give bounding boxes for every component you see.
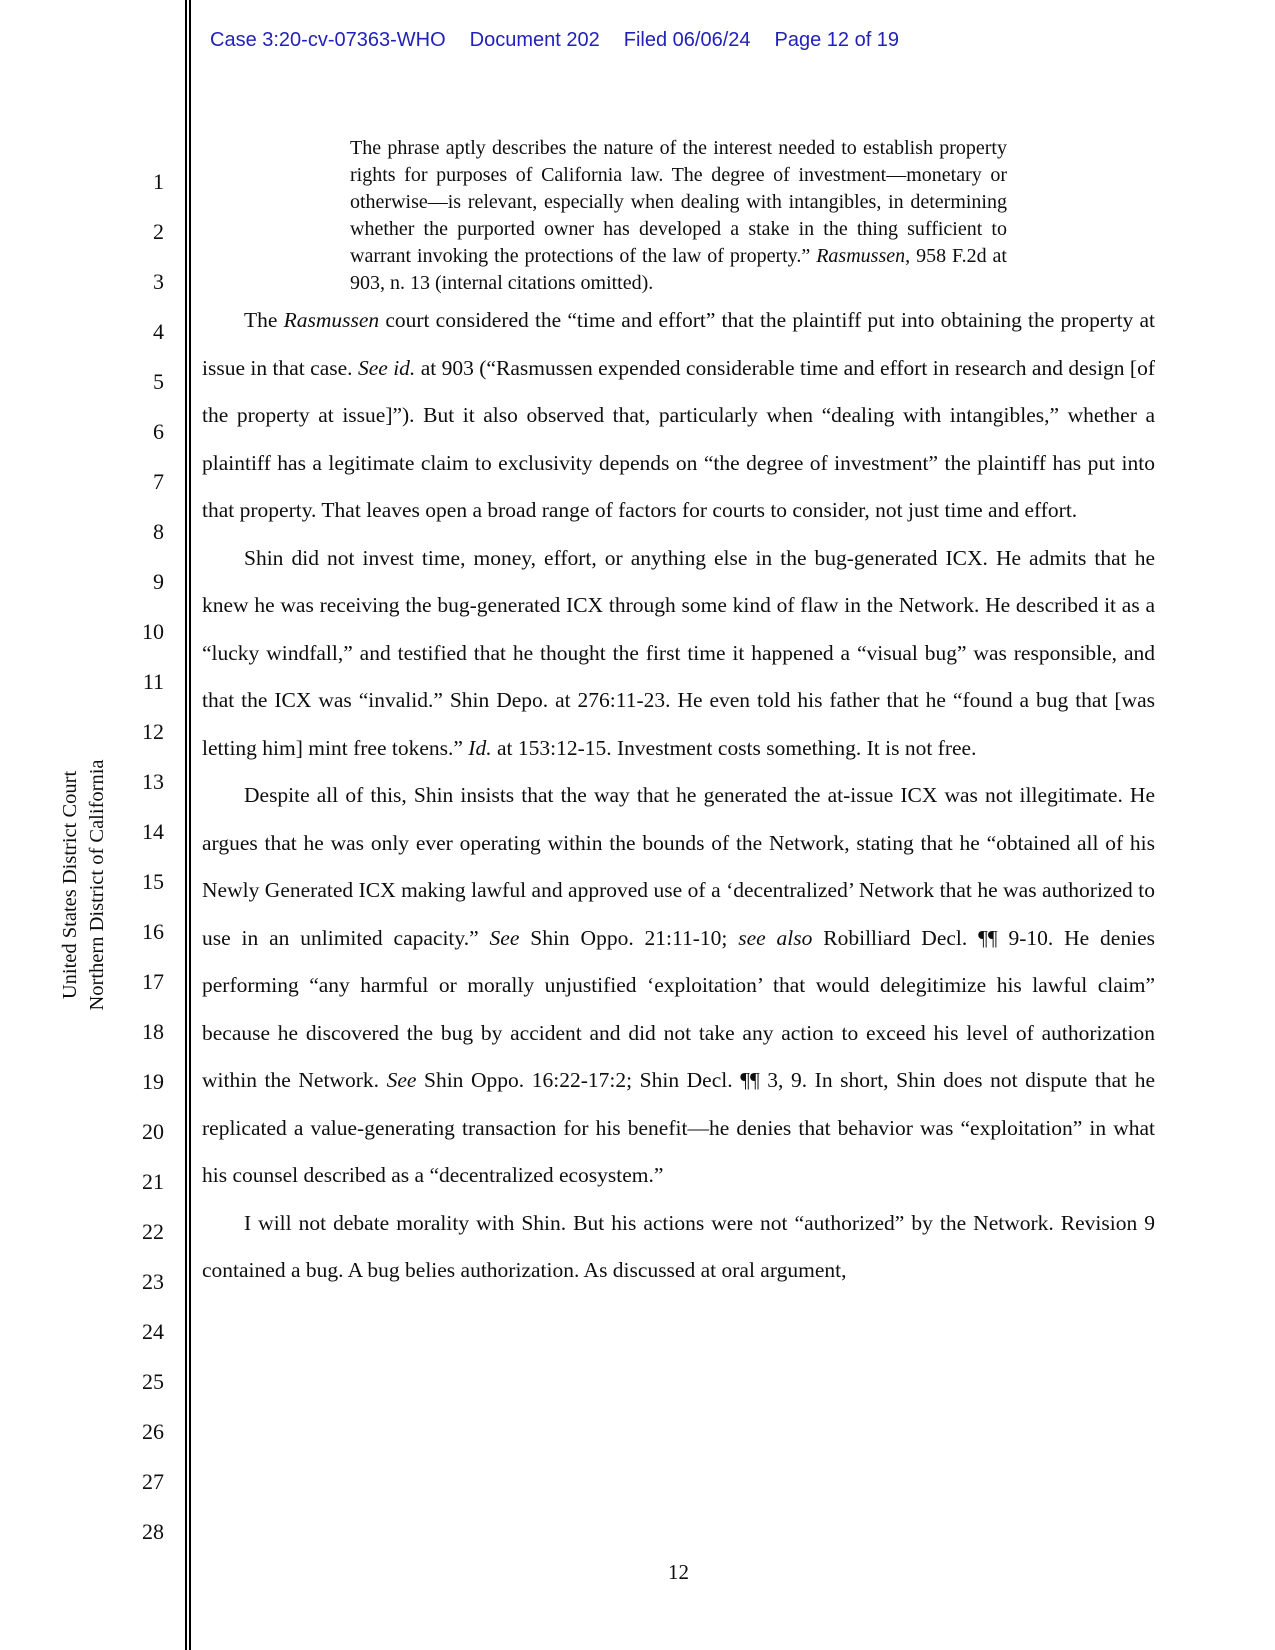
line-number: 14 — [142, 819, 164, 844]
line-number: 25 — [142, 1369, 164, 1394]
text-run: The — [244, 308, 284, 332]
line-number: 6 — [153, 419, 164, 444]
document-body — [202, 135, 1155, 1295]
line-number: 7 — [153, 469, 164, 494]
text-run: Despite all of this, Shin insists that the way that he generated the at-issue ICX was not illegitimate. He argues that he was only ever operating within the bounds of the Network, stating that he “obtained all of his Newly Generated ICX making lawful and approved use of a ‘decentralized’ Network that he was authorized to use in an unlimited capacity.” — [202, 783, 1155, 950]
line-number: 26 — [142, 1419, 164, 1444]
case-number: Case 3:20-cv-07363-WHO — [210, 29, 446, 51]
italic-text-run: Rasmussen — [816, 245, 906, 267]
italic-text-run: See — [489, 925, 520, 950]
line-number: 1 — [153, 169, 164, 194]
paragraph-rasmussen-court — [202, 297, 1155, 535]
line-number: 3 — [153, 269, 164, 294]
text-run: Shin did not invest time, money, effort, or anything else in the bug-generated ICX. He admits that he knew he was receiving the bug-generated ICX through some kind of flaw in the Network. He described it as a “lucky windfall,” and testified that he thought the first time it happened a “visual bug” was responsible, and that the ICX was “invalid.” Shin Depo. at 276:11-23. He even told his father that he “found a bug that [was letting him] mint free tokens.” — [202, 545, 1155, 760]
text-run: , 958 F.2d at 903, n. 13 (internal citations omitted). — [350, 245, 1007, 294]
italic-text-run: See — [386, 1068, 417, 1092]
line-number: 4 — [153, 319, 164, 344]
line-number: 15 — [142, 869, 164, 894]
page-number: 12 — [668, 1560, 689, 1584]
line-number: 22 — [142, 1219, 164, 1244]
line-number: 19 — [142, 1069, 164, 1094]
text-run: I will not debate morality with Shin. But his actions were not “authorized” by the Network. Revision 9 contained a bug. A bug belies authorization. As discussed at oral argument, — [202, 1210, 1155, 1282]
line-number: 10 — [142, 619, 164, 644]
text-run: court considered the “time and effort” that the plaintiff put into obtaining the property at issue in that case. — [202, 308, 1155, 380]
text-run: Shin Oppo. 21:11-10; — [519, 925, 739, 950]
text-run: Shin Oppo. 16:22-17:2; Shin Decl. ¶¶ 3, 9. In short, Shin does not dispute that he replicated a value-generating transaction for his benefit—he denies that behavior was “exploitation” in what his counsel described as a “decentralized ecosystem.” — [202, 1068, 1155, 1187]
paragraph-shin-insists — [202, 772, 1155, 1200]
italic-text-run: See id. — [357, 355, 416, 380]
line-number: 16 — [142, 919, 164, 944]
line-number: 11 — [142, 669, 164, 694]
line-number: 28 — [142, 1519, 164, 1544]
line-number: 23 — [142, 1269, 164, 1294]
line-number: 2 — [153, 219, 164, 244]
ecf-stamp-header — [210, 28, 1230, 52]
line-number: 21 — [142, 1169, 164, 1194]
court-name-line2: Northern District of California — [86, 759, 108, 1011]
line-number: 24 — [142, 1319, 164, 1344]
text-run: at 903 (“Rasmussen expended considerable time and effort in research and design [of the property at issue]”). But it also observed that, particularly when “dealing with intangibles,” whether a plaintiff has a legitimate claim to exclusivity depends on “the degree of investment” the plaintiff has put into that property. That leaves open a broad range of factors for courts to consider, not just time and effort. — [202, 355, 1155, 522]
line-number: 8 — [153, 519, 164, 544]
text-run: The phrase aptly describes the nature of the interest needed to establish property rights for purposes of California law. The degree of investment—monetary or otherwise—is relevant, especially when dealing with intangibles, in determining whether the purported owner has developed a stake in the thing sufficient to warrant invoking the protections of the law of property.” — [350, 137, 1007, 267]
block-quotation — [350, 135, 1007, 297]
paragraph-shin-no-investment — [202, 535, 1155, 773]
line-number: 9 — [153, 569, 164, 594]
italic-text-run: Id. — [468, 735, 492, 760]
court-name-line1: United States District Court — [59, 770, 81, 1000]
text-run: Robilliard Decl. ¶¶ 9-10. He denies performing “any harmful or morally unjustified ‘exploitation’ that would delegitimize his lawful claim” because he discovered the bug by accident and did not take any action to exceed his level of authorization within the Network. — [202, 925, 1155, 1092]
filed-date: Filed 06/06/24 — [623, 29, 751, 51]
court-name-vertical — [57, 759, 111, 1010]
line-number: 27 — [142, 1469, 164, 1494]
pleading-paper-double-rule — [185, 0, 191, 1650]
line-number: 17 — [142, 969, 164, 994]
paragraph-morality — [202, 1200, 1155, 1295]
italic-text-run: Rasmussen — [283, 308, 380, 332]
line-number: 5 — [153, 369, 164, 394]
document-number: Document 202 — [469, 29, 600, 51]
line-number: 20 — [142, 1119, 164, 1144]
text-run: at 153:12-15. Investment costs something. It is not free. — [491, 735, 977, 760]
line-number: 18 — [142, 1019, 164, 1044]
page-info: Page 12 of 19 — [774, 29, 900, 51]
italic-text-run: see also — [738, 925, 813, 950]
line-number: 12 — [142, 719, 164, 744]
line-number: 13 — [142, 769, 164, 794]
